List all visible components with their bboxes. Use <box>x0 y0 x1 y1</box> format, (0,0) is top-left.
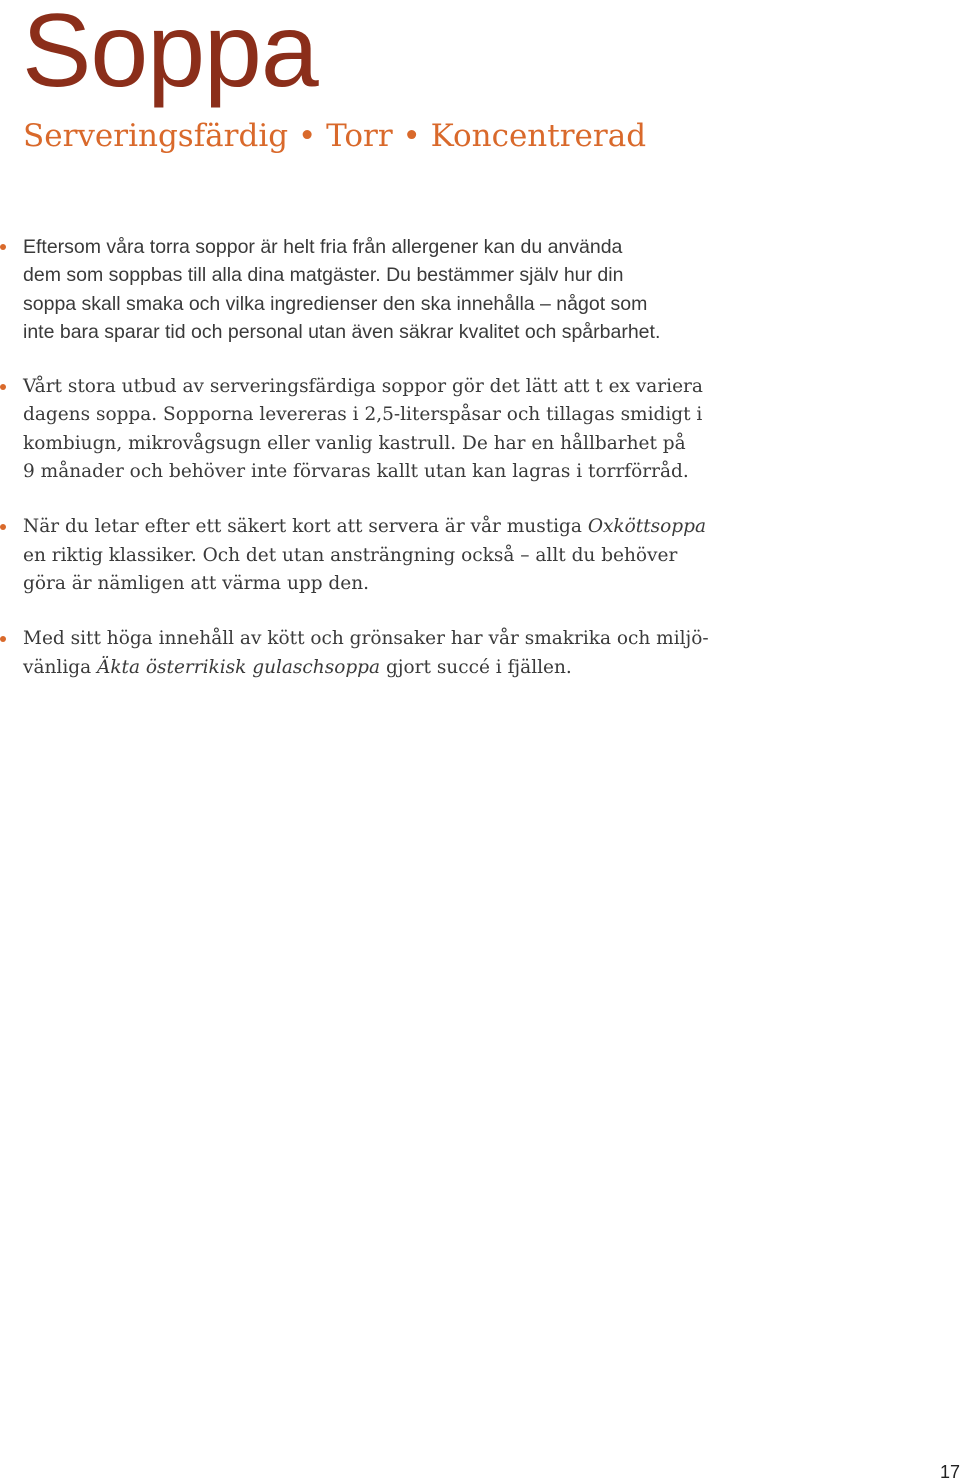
page-number: 17 <box>939 1462 960 1482</box>
bullet-dot-icon <box>0 524 6 530</box>
bullet-item-gulaschsoppa <box>0 625 760 682</box>
bullet-line: soppa skall smaka och vilka ingredienser den ska innehålla – något som <box>23 292 648 315</box>
bullet-dot-icon <box>0 636 6 642</box>
bullet-line: Med sitt höga innehåll av kött och grönsaker har vår smakrika och miljö- <box>23 628 709 650</box>
bullet-line: dem som soppbas till alla dina matgäster. Du bestämmer själv hur din <box>23 264 624 287</box>
page-subtitle: Serveringsfärdig • Torr • Koncentrerad <box>23 118 647 154</box>
bullet-item-allergen-free <box>0 233 760 346</box>
product-name-oxkottsoppa: Oxköttsoppa <box>587 516 706 538</box>
bullet-dot-icon <box>0 384 6 390</box>
bullet-line: inte bara sparar tid och personal utan även säkrar kvalitet och spårbarhet. <box>23 320 661 343</box>
bullet-line: göra är nämligen att värma upp den. <box>23 572 370 594</box>
bullet-line: Vårt stora utbud av serveringsfärdiga soppor gör det lätt att t ex variera <box>23 376 703 398</box>
bullet-line: Eftersom våra torra soppor är helt fria från allergener kan du använda <box>23 236 623 258</box>
bullet-line: När du letar efter ett säkert kort att servera är vår mustiga <box>23 516 588 538</box>
bullet-line: kombiugn, mikrovågsugn eller vanlig kastrull. De har en hållbarhet på <box>23 432 686 454</box>
bullet-line: en riktig klassiker. Och det utan ansträngning också – allt du behöver <box>23 544 678 566</box>
bullet-line: dagens soppa. Sopporna levereras i 2,5-literspåsar och tillagas smidigt i <box>23 404 703 426</box>
page-title: Soppa <box>22 0 318 109</box>
bullet-line: 9 månader och behöver inte förvaras kallt utan kan lagras i torrförråd. <box>23 461 689 483</box>
bullet-list <box>0 233 760 709</box>
bullet-line: vänliga <box>23 656 97 678</box>
bullet-dot-icon <box>0 244 6 250</box>
bullet-item-oxkottsoppa <box>0 513 760 598</box>
product-name-gulaschsoppa: Äkta österrikisk gulaschsoppa <box>96 656 381 678</box>
bullet-item-ready-to-serve <box>0 373 760 486</box>
bullet-line: gjort succé i fjällen. <box>380 656 572 678</box>
